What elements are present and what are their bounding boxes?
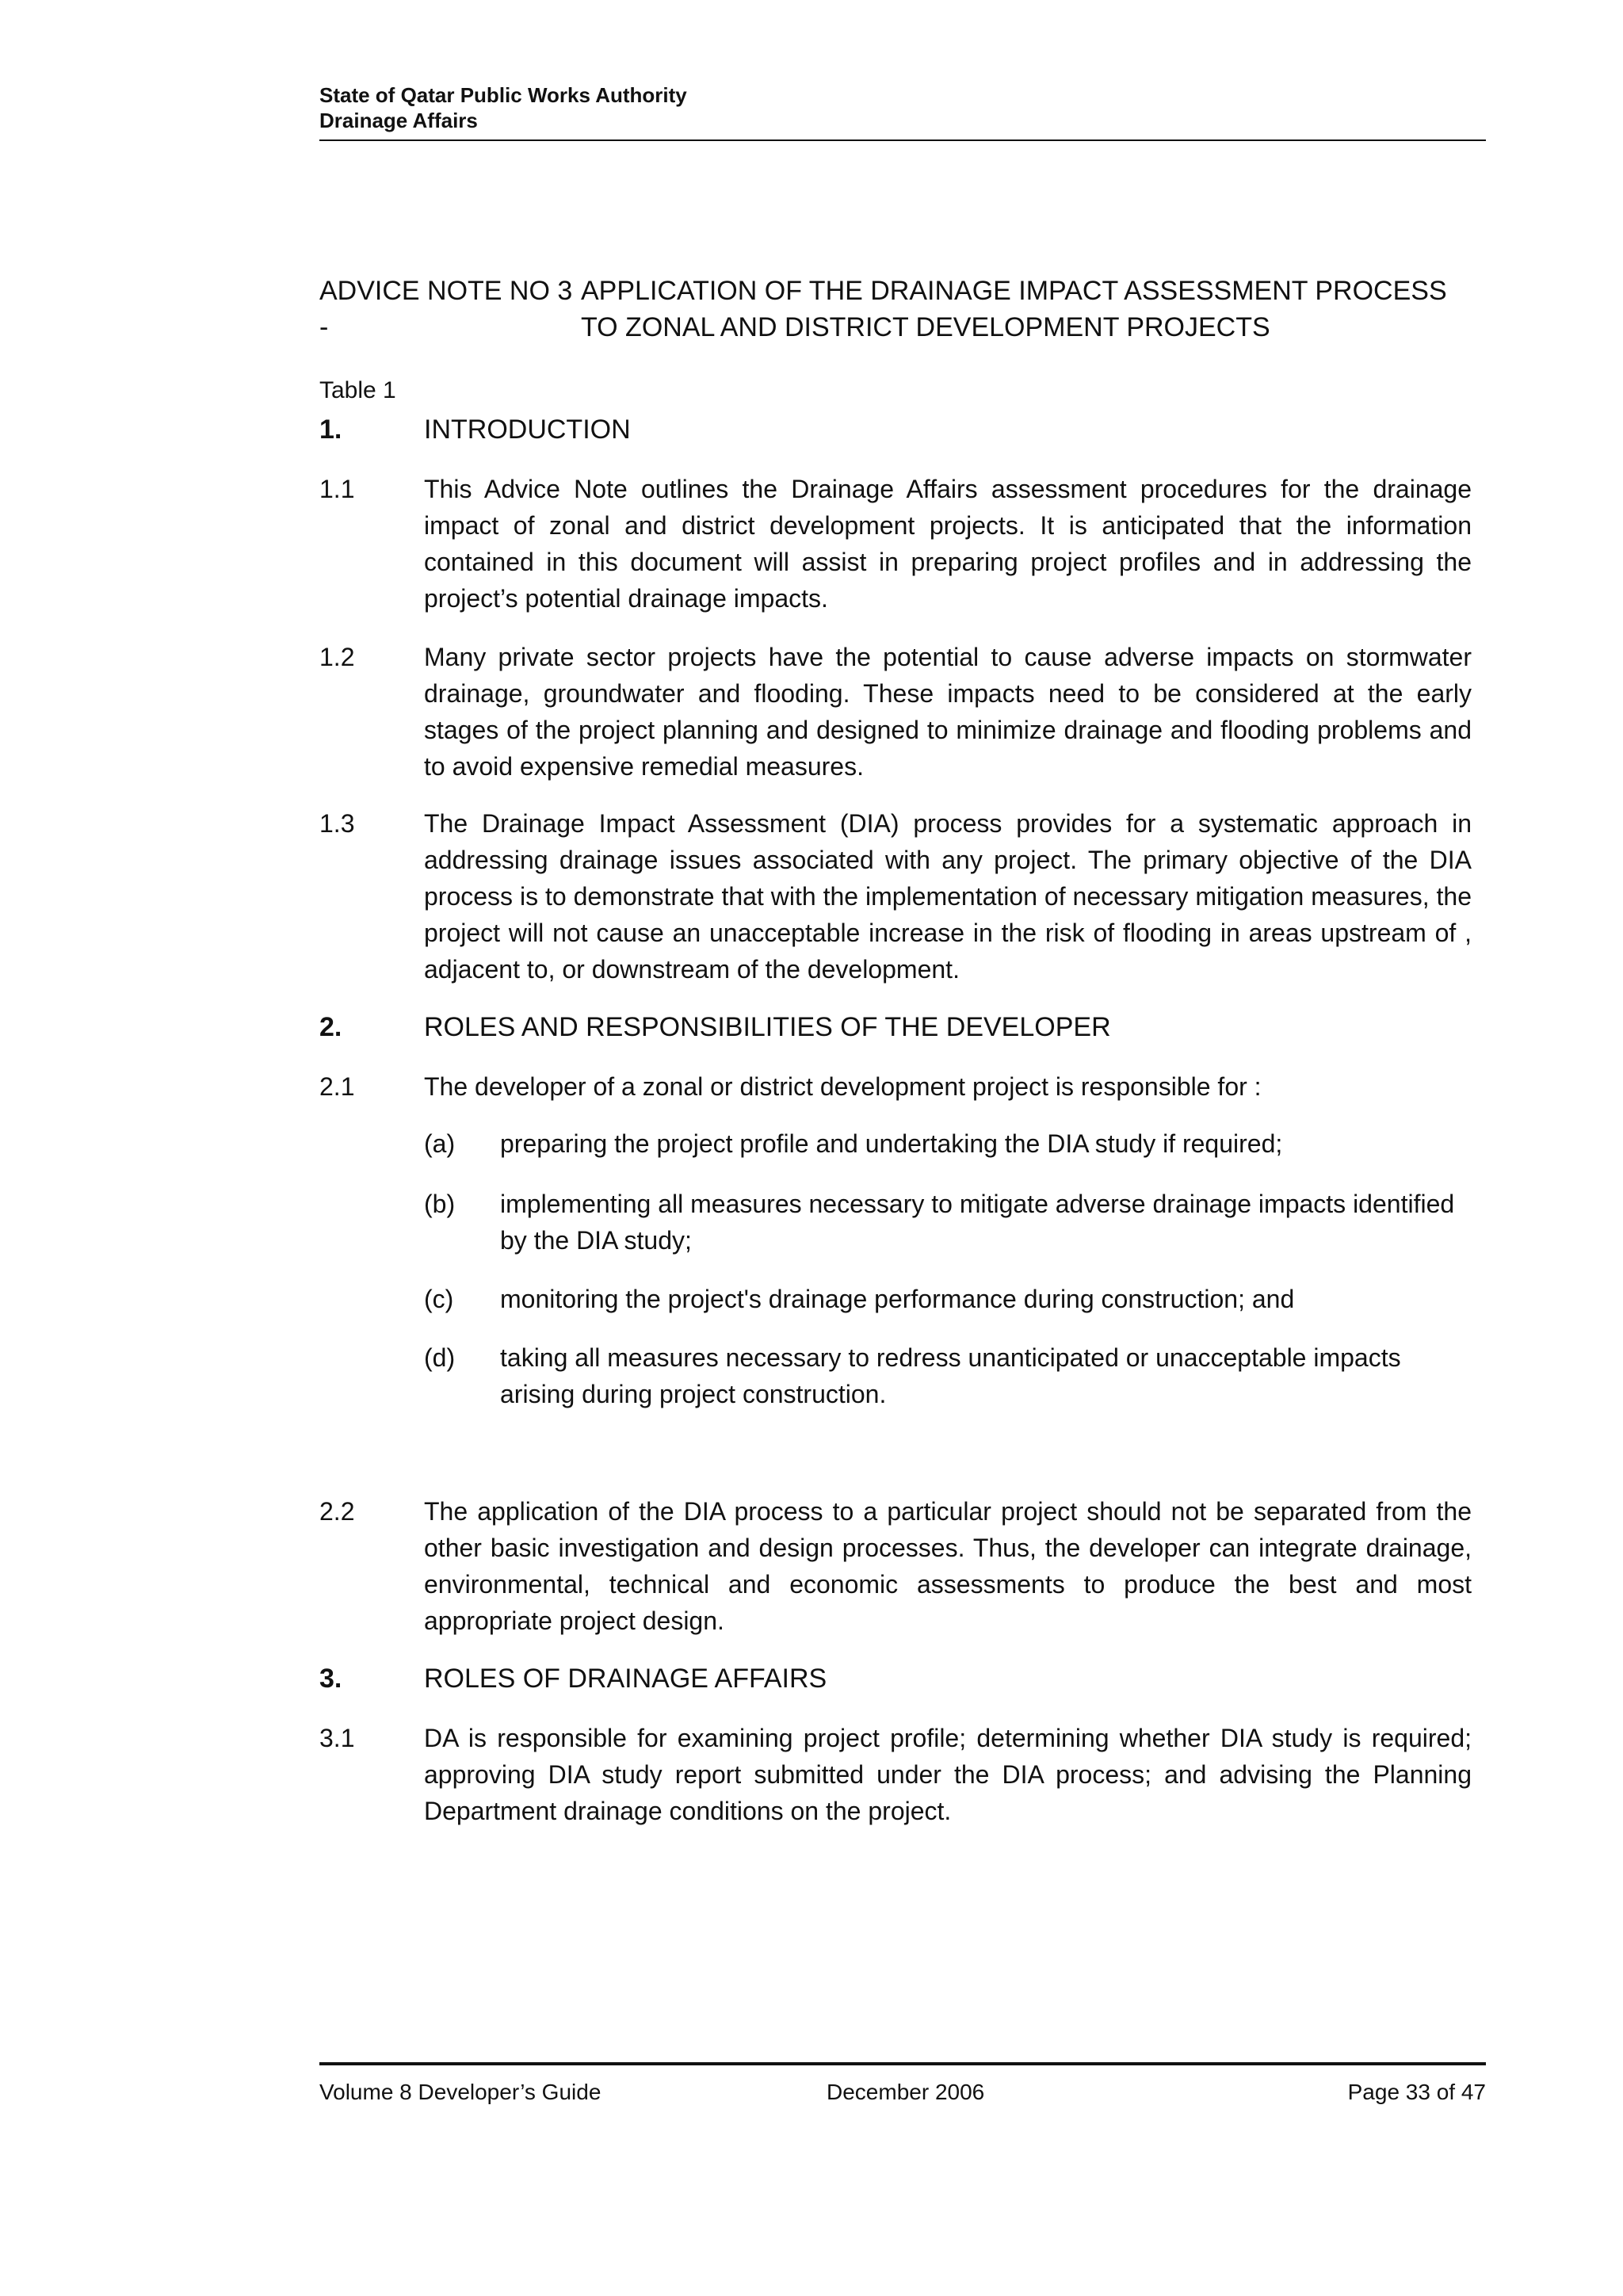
section-number: 3. — [319, 1664, 342, 1694]
paragraph-text: The application of the DIA process to a particular project should not be separated from the other basic investigation and design processes. Thus, the developer can integrate drainage, environmental, technical and economic assessments to produce the best and most appropriate project design. — [424, 1497, 1472, 1635]
paragraph-text: Many private sector projects have the potential to cause adverse impacts on stormwater drainage, groundwater and flooding. These impacts need to be considered at the early stages of the project planning and designed to minimize drainage and flooding problems and to avoid expensive remedial measures. — [424, 643, 1472, 781]
paragraph-text: The Drainage Impact Assessment (DIA) process provides for a systematic approach in addressing drainage issues associated with any project. The primary objective of the DIA process is to demonstrate that with the implementation of necessary mitigation measures, the project will not cause an unacceptable increase in the risk of flooding in areas upstream of , adjacent to, or downstream of the development. — [424, 809, 1472, 984]
paragraph-text: The developer of a zonal or district development project is responsible for : — [424, 1072, 1262, 1101]
list-item-label: (c) — [424, 1285, 454, 1313]
paragraph-number: 1.1 — [319, 475, 355, 503]
paragraph-text: This Advice Note outlines the Drainage Affairs assessment procedures for the drainage impact of zonal and district development projects. It is anticipated that the information contained in this document will assist in preparing project profiles and in addressing the project’s potential drainage impacts. — [424, 475, 1472, 613]
list-item-label: (b) — [424, 1190, 456, 1218]
header-organization: State of Qatar Public Works Authority — [319, 83, 687, 107]
section-title: ROLES OF DRAINAGE AFFAIRS — [424, 1664, 827, 1694]
list-item-text: taking all measures necessary to redress unanticipated or unacceptable impacts arising during project construction. — [500, 1343, 1401, 1408]
header-divider — [319, 139, 1486, 141]
table-label: Table 1 — [319, 377, 396, 403]
paragraph-number: 1.3 — [319, 809, 355, 838]
section-title: INTRODUCTION — [424, 415, 631, 445]
list-item-label: (a) — [424, 1129, 456, 1158]
header-department: Drainage Affairs — [319, 109, 478, 132]
list-item-label: (d) — [424, 1343, 456, 1372]
list-item-text: monitoring the project's drainage performance during construction; and — [500, 1285, 1295, 1313]
page-header — [319, 82, 1486, 133]
paragraph-number: 1.2 — [319, 643, 355, 671]
footer-date: December 2006 — [827, 2080, 985, 2104]
footer-divider — [319, 2062, 1486, 2065]
list-item-text: implementing all measures necessary to mitigate adverse drainage impacts identified by the DIA study; — [500, 1190, 1455, 1255]
paragraph-text: DA is responsible for examining project profile; determining whether DIA study is required; approving DIA study report submitted under the DIA process; and advising the Planning Department drainage conditions on the project. — [424, 1724, 1472, 1825]
paragraph-number: 2.2 — [319, 1497, 355, 1526]
paragraph-number: 2.1 — [319, 1072, 355, 1101]
list-item-text: preparing the project profile and undertaking the DIA study if required; — [500, 1129, 1283, 1158]
section-number: 2. — [319, 1012, 342, 1042]
section-number: 1. — [319, 415, 342, 445]
footer-page-number: Page 33 of 47 — [1347, 2080, 1486, 2104]
advice-note-number: ADVICE NOTE NO 3 - — [319, 276, 573, 342]
footer-volume: Volume 8 Developer’s Guide — [319, 2080, 601, 2104]
advice-note-heading: APPLICATION OF THE DRAINAGE IMPACT ASSESSMENT PROCESS TO ZONAL AND DISTRICT DEVELOPMENT PROJECTS — [581, 276, 1447, 342]
paragraph-number: 3.1 — [319, 1724, 355, 1752]
section-title: ROLES AND RESPONSIBILITIES OF THE DEVELOPER — [424, 1012, 1111, 1042]
